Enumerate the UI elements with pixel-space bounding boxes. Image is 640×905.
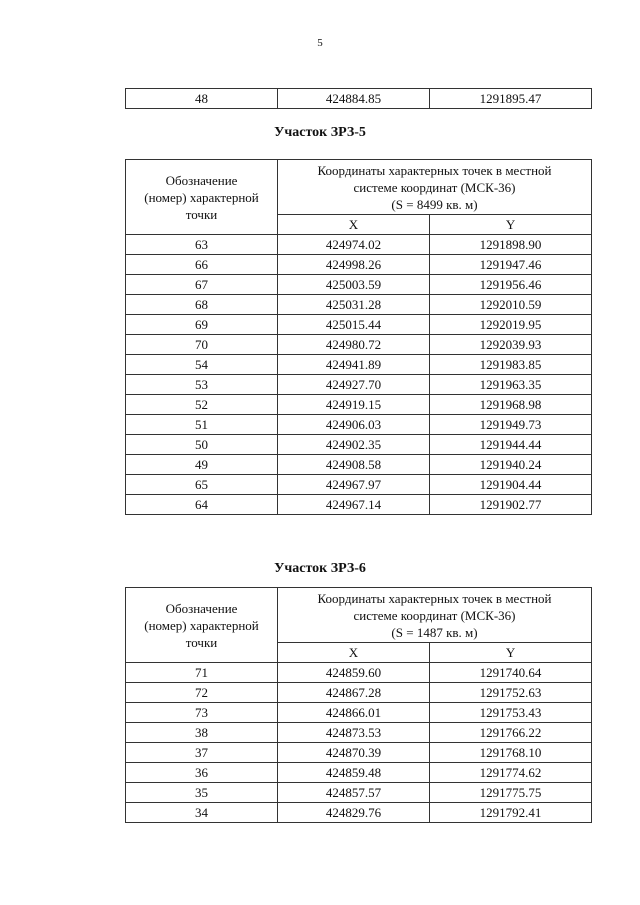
y-coordinate-cell: 1291753.43 <box>430 703 592 723</box>
point-number-cell: 73 <box>126 703 278 723</box>
point-designation-header: Обозначение (номер) характерной точки <box>126 588 278 663</box>
y-coordinate-cell: 1291740.64 <box>430 663 592 683</box>
x-coordinate-cell: 425003.59 <box>278 275 430 295</box>
y-coordinate-cell: 1291768.10 <box>430 743 592 763</box>
point-number-cell: 34 <box>126 803 278 823</box>
point-number-cell: 68 <box>126 295 278 315</box>
y-coordinate-cell: 1291898.90 <box>430 235 592 255</box>
x-coordinate-cell: 424866.01 <box>278 703 430 723</box>
point-number-cell: 72 <box>126 683 278 703</box>
x-coordinate-cell: 424967.14 <box>278 495 430 515</box>
table-row <box>126 495 592 515</box>
coordinates-header: Координаты характерных точек в местной системе координат (МСК-36) (S = 8499 кв. м) <box>278 160 592 215</box>
y-coordinate-cell: 1291949.73 <box>430 415 592 435</box>
y-coordinate-cell: 1291895.47 <box>430 89 592 109</box>
x-coordinate-cell: 424919.15 <box>278 395 430 415</box>
x-column-header: X <box>278 215 430 235</box>
point-number-cell: 35 <box>126 783 278 803</box>
table-row <box>126 255 592 275</box>
table-row <box>126 723 592 743</box>
y-coordinate-cell: 1291774.62 <box>430 763 592 783</box>
y-coordinate-cell: 1291792.41 <box>430 803 592 823</box>
x-coordinate-cell: 424902.35 <box>278 435 430 455</box>
point-number-cell: 36 <box>126 763 278 783</box>
table-row <box>126 435 592 455</box>
y-coordinate-cell: 1291775.75 <box>430 783 592 803</box>
x-coordinate-cell: 424998.26 <box>278 255 430 275</box>
x-coordinate-cell: 424908.58 <box>278 455 430 475</box>
x-coordinate-cell: 424867.28 <box>278 683 430 703</box>
section-title-zrz5: Участок ЗРЗ-5 <box>274 125 366 140</box>
table-row <box>126 703 592 723</box>
point-number-cell: 70 <box>126 335 278 355</box>
y-column-header: Y <box>430 215 592 235</box>
point-number-cell: 49 <box>126 455 278 475</box>
section-title-zrz6: Участок ЗРЗ-6 <box>274 561 366 576</box>
y-coordinate-cell: 1291968.98 <box>430 395 592 415</box>
y-coordinate-cell: 1291947.46 <box>430 255 592 275</box>
point-number-cell: 37 <box>126 743 278 763</box>
y-coordinate-cell: 1292039.93 <box>430 335 592 355</box>
coordinates-table-zrz5 <box>125 159 592 515</box>
table-row <box>126 683 592 703</box>
x-coordinate-cell: 424927.70 <box>278 375 430 395</box>
table-row <box>126 335 592 355</box>
x-coordinate-cell: 424859.48 <box>278 763 430 783</box>
table-row <box>126 475 592 495</box>
point-number-cell: 69 <box>126 315 278 335</box>
table-row <box>126 783 592 803</box>
y-coordinate-cell: 1291904.44 <box>430 475 592 495</box>
table-row <box>126 743 592 763</box>
table-row <box>126 455 592 475</box>
table-row <box>126 415 592 435</box>
y-coordinate-cell: 1291766.22 <box>430 723 592 743</box>
point-number-cell: 48 <box>126 89 278 109</box>
x-coordinate-cell: 424857.57 <box>278 783 430 803</box>
x-coordinate-cell: 424941.89 <box>278 355 430 375</box>
x-coordinate-cell: 424980.72 <box>278 335 430 355</box>
x-coordinate-cell: 424829.76 <box>278 803 430 823</box>
point-number-cell: 66 <box>126 255 278 275</box>
table-body-zrz6 <box>126 663 592 823</box>
y-column-header: Y <box>430 643 592 663</box>
page-number: 5 <box>317 37 323 49</box>
x-coordinate-cell: 424906.03 <box>278 415 430 435</box>
x-column-header: X <box>278 643 430 663</box>
table-row <box>126 395 592 415</box>
coordinates-header: Координаты характерных точек в местной системе координат (МСК-36) (S = 1487 кв. м) <box>278 588 592 643</box>
point-number-cell: 53 <box>126 375 278 395</box>
point-number-cell: 51 <box>126 415 278 435</box>
table-body-zrz5 <box>126 235 592 515</box>
table-row <box>126 235 592 255</box>
point-number-cell: 52 <box>126 395 278 415</box>
table-row <box>126 89 592 109</box>
y-coordinate-cell: 1291944.44 <box>430 435 592 455</box>
table-row <box>126 315 592 335</box>
table-row <box>126 275 592 295</box>
point-number-cell: 65 <box>126 475 278 495</box>
coordinates-table-zrz6 <box>125 587 592 823</box>
point-number-cell: 63 <box>126 235 278 255</box>
x-coordinate-cell: 425015.44 <box>278 315 430 335</box>
y-coordinate-cell: 1291752.63 <box>430 683 592 703</box>
x-coordinate-cell: 424884.85 <box>278 89 430 109</box>
table-row <box>126 763 592 783</box>
y-coordinate-cell: 1291902.77 <box>430 495 592 515</box>
table-row <box>126 295 592 315</box>
y-coordinate-cell: 1291940.24 <box>430 455 592 475</box>
x-coordinate-cell: 424967.97 <box>278 475 430 495</box>
x-coordinate-cell: 424859.60 <box>278 663 430 683</box>
y-coordinate-cell: 1291983.85 <box>430 355 592 375</box>
x-coordinate-cell: 424870.39 <box>278 743 430 763</box>
point-number-cell: 38 <box>126 723 278 743</box>
table-row <box>126 663 592 683</box>
table-row <box>126 375 592 395</box>
x-coordinate-cell: 425031.28 <box>278 295 430 315</box>
y-coordinate-cell: 1291963.35 <box>430 375 592 395</box>
point-number-cell: 54 <box>126 355 278 375</box>
point-number-cell: 50 <box>126 435 278 455</box>
point-designation-header: Обозначение (номер) характерной точки <box>126 160 278 235</box>
point-number-cell: 64 <box>126 495 278 515</box>
y-coordinate-cell: 1292019.95 <box>430 315 592 335</box>
carryover-table <box>125 88 592 109</box>
y-coordinate-cell: 1291956.46 <box>430 275 592 295</box>
y-coordinate-cell: 1292010.59 <box>430 295 592 315</box>
point-number-cell: 71 <box>126 663 278 683</box>
point-number-cell: 67 <box>126 275 278 295</box>
table-row <box>126 803 592 823</box>
table-row <box>126 355 592 375</box>
x-coordinate-cell: 424974.02 <box>278 235 430 255</box>
x-coordinate-cell: 424873.53 <box>278 723 430 743</box>
